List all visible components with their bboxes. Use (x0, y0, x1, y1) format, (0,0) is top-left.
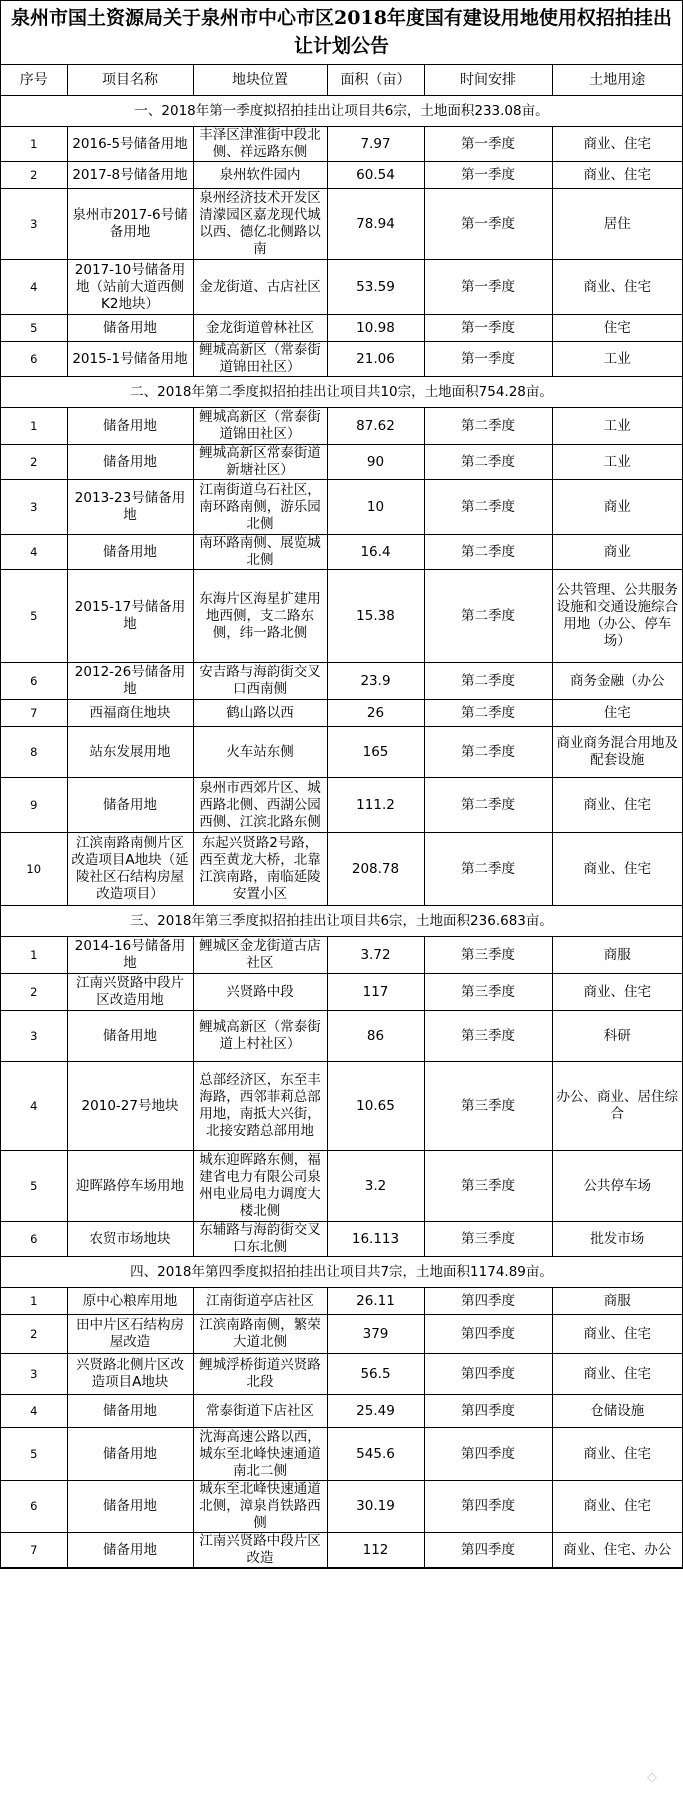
area-mu: 26 (327, 700, 424, 727)
parcel-location: 鲤城高新区（常泰街道锦田社区） (193, 408, 327, 445)
project-name: 储备用地 (67, 445, 193, 480)
parcel-location: 鲤城高新区（常泰街道上村社区） (193, 1011, 327, 1062)
area-mu: 208.78 (327, 833, 424, 906)
project-name: 2012-26号储备用地 (67, 663, 193, 700)
table-row (1, 260, 682, 315)
row-number: 3 (1, 1011, 67, 1062)
land-use: 商业、住宅 (552, 974, 682, 1011)
section-row (1, 377, 682, 408)
area-mu: 87.62 (327, 408, 424, 445)
header-name: 项目名称 (67, 65, 193, 96)
schedule: 第四季度 (424, 1315, 552, 1354)
table-row (1, 727, 682, 778)
schedule: 第二季度 (424, 700, 552, 727)
project-name: 2016-5号储备用地 (67, 127, 193, 162)
area-mu: 10.65 (327, 1062, 424, 1151)
row-number: 2 (1, 445, 67, 480)
parcel-location: 南环路南侧、展览城北侧 (193, 535, 327, 570)
land-use: 商业 (552, 535, 682, 570)
row-number: 5 (1, 1428, 67, 1481)
table-row (1, 937, 682, 974)
table-row (1, 315, 682, 342)
row-number: 3 (1, 480, 67, 535)
area-mu: 78.94 (327, 189, 424, 260)
row-number: 4 (1, 260, 67, 315)
schedule: 第四季度 (424, 1354, 552, 1395)
area-mu: 117 (327, 974, 424, 1011)
area-mu: 16.113 (327, 1222, 424, 1257)
project-name: 西福商住地块 (67, 700, 193, 727)
project-name: 田中片区石结构房屋改造 (67, 1315, 193, 1354)
parcel-location: 江南兴贤路中段片区改造 (193, 1533, 327, 1568)
row-number: 5 (1, 570, 67, 663)
row-number: 2 (1, 974, 67, 1011)
table-row (1, 1062, 682, 1151)
table-row (1, 342, 682, 377)
schedule: 第二季度 (424, 778, 552, 833)
parcel-location: 鹤山路以西 (193, 700, 327, 727)
row-number: 1 (1, 1288, 67, 1315)
project-name: 储备用地 (67, 1395, 193, 1428)
table-row (1, 1151, 682, 1222)
project-name: 江南兴贤路中段片区改造用地 (67, 974, 193, 1011)
schedule: 第四季度 (424, 1428, 552, 1481)
parcel-location: 金龙街道、古店社区 (193, 260, 327, 315)
land-use: 批发市场 (552, 1222, 682, 1257)
parcel-location: 火车站东侧 (193, 727, 327, 778)
parcel-location: 丰泽区津淮街中段北侧、祥远路东侧 (193, 127, 327, 162)
land-use: 商业、住宅 (552, 1481, 682, 1533)
schedule: 第二季度 (424, 570, 552, 663)
schedule: 第二季度 (424, 833, 552, 906)
section-label: 三、2018年第三季度拟招拍挂出让项目共6宗，土地面积236.683亩。 (1, 906, 682, 937)
project-name: 2014-16号储备用地 (67, 937, 193, 974)
row-number: 7 (1, 700, 67, 727)
schedule: 第二季度 (424, 480, 552, 535)
project-name: 2015-1号储备用地 (67, 342, 193, 377)
schedule: 第一季度 (424, 342, 552, 377)
land-use: 商业、住宅 (552, 162, 682, 189)
land-use: 工业 (552, 408, 682, 445)
row-number: 3 (1, 1354, 67, 1395)
area-mu: 15.38 (327, 570, 424, 663)
parcel-location: 泉州市西郊片区、城西路北侧、西湖公园西侧、江滨北路东侧 (193, 778, 327, 833)
table-body (1, 96, 682, 1568)
area-mu: 56.5 (327, 1354, 424, 1395)
schedule: 第二季度 (424, 535, 552, 570)
schedule: 第一季度 (424, 127, 552, 162)
header-use: 土地用途 (552, 65, 682, 96)
table-row (1, 127, 682, 162)
schedule: 第二季度 (424, 663, 552, 700)
land-use: 商业 (552, 480, 682, 535)
land-use: 公共停车场 (552, 1151, 682, 1222)
parcel-location: 金龙街道曾林社区 (193, 315, 327, 342)
header-location: 地块位置 (193, 65, 327, 96)
project-name: 兴贤路北侧片区改造项目A地块 (67, 1354, 193, 1395)
table-row (1, 445, 682, 480)
table-row (1, 1288, 682, 1315)
row-number: 1 (1, 408, 67, 445)
land-use: 办公、商业、居住综合 (552, 1062, 682, 1151)
section-label: 二、2018年第二季度拟招拍挂出让项目共10宗，土地面积754.28亩。 (1, 377, 682, 408)
project-name: 2013-23号储备用地 (67, 480, 193, 535)
land-use: 商业、住宅 (552, 127, 682, 162)
land-use: 商业、住宅 (552, 260, 682, 315)
schedule: 第一季度 (424, 189, 552, 260)
area-mu: 30.19 (327, 1481, 424, 1533)
project-name: 储备用地 (67, 535, 193, 570)
area-mu: 545.6 (327, 1428, 424, 1481)
row-number: 6 (1, 1481, 67, 1533)
schedule: 第一季度 (424, 162, 552, 189)
project-name: 站东发展用地 (67, 727, 193, 778)
parcel-location: 兴贤路中段 (193, 974, 327, 1011)
table-row (1, 974, 682, 1011)
land-use: 仓储设施 (552, 1395, 682, 1428)
land-use: 居住 (552, 189, 682, 260)
area-mu: 90 (327, 445, 424, 480)
parcel-location: 东辅路与海韵街交叉口东北侧 (193, 1222, 327, 1257)
row-number: 1 (1, 127, 67, 162)
parcel-location: 鲤城浮桥街道兴贤路北段 (193, 1354, 327, 1395)
land-use: 公共管理、公共服务设施和交通设施综合用地（办公、停车场） (552, 570, 682, 663)
table-row (1, 833, 682, 906)
land-use: 住宅 (552, 700, 682, 727)
section-label: 一、2018年第一季度拟招拍挂出让项目共6宗，土地面积233.08亩。 (1, 96, 682, 127)
row-number: 3 (1, 189, 67, 260)
area-mu: 53.59 (327, 260, 424, 315)
project-name: 江滨南路南侧片区改造项目A地块（延陵社区石结构房屋改造项目） (67, 833, 193, 906)
row-number: 4 (1, 1395, 67, 1428)
project-name: 农贸市场地块 (67, 1222, 193, 1257)
area-mu: 86 (327, 1011, 424, 1062)
land-use: 商业商务混合用地及配套设施 (552, 727, 682, 778)
land-use: 商业、住宅 (552, 1428, 682, 1481)
parcel-location: 鲤城区金龙街道古店社区 (193, 937, 327, 974)
area-mu: 3.2 (327, 1151, 424, 1222)
project-name: 储备用地 (67, 315, 193, 342)
project-name: 储备用地 (67, 778, 193, 833)
parcel-location: 安吉路与海韵街交叉口西南侧 (193, 663, 327, 700)
schedule: 第四季度 (424, 1288, 552, 1315)
area-mu: 112 (327, 1533, 424, 1568)
land-use: 工业 (552, 445, 682, 480)
section-row (1, 1257, 682, 1288)
land-use: 住宅 (552, 315, 682, 342)
table-row (1, 1315, 682, 1354)
schedule: 第三季度 (424, 974, 552, 1011)
project-name: 迎晖路停车场用地 (67, 1151, 193, 1222)
project-name: 储备用地 (67, 1011, 193, 1062)
project-name: 2017-10号储备用地（站前大道西侧K2地块） (67, 260, 193, 315)
row-number: 9 (1, 778, 67, 833)
row-number: 2 (1, 1315, 67, 1354)
row-number: 2 (1, 162, 67, 189)
area-mu: 10.98 (327, 315, 424, 342)
area-mu: 165 (327, 727, 424, 778)
row-number: 6 (1, 663, 67, 700)
table-row (1, 162, 682, 189)
table-row (1, 189, 682, 260)
area-mu: 26.11 (327, 1288, 424, 1315)
parcel-location: 东海片区海星扩建用地西侧，支二路东侧，纬一路北侧 (193, 570, 327, 663)
project-name: 2015-17号储备用地 (67, 570, 193, 663)
schedule: 第四季度 (424, 1481, 552, 1533)
area-mu: 25.49 (327, 1395, 424, 1428)
row-number: 5 (1, 1151, 67, 1222)
row-number: 1 (1, 937, 67, 974)
schedule: 第二季度 (424, 445, 552, 480)
area-mu: 7.97 (327, 127, 424, 162)
section-label: 四、2018年第四季度拟招拍挂出让项目共7宗，土地面积1174.89亩。 (1, 1257, 682, 1288)
section-row (1, 906, 682, 937)
table-row (1, 1395, 682, 1428)
table-row (1, 1222, 682, 1257)
area-mu: 3.72 (327, 937, 424, 974)
land-use: 商业、住宅 (552, 833, 682, 906)
project-name: 储备用地 (67, 1481, 193, 1533)
project-name: 2010-27号地块 (67, 1062, 193, 1151)
schedule: 第二季度 (424, 408, 552, 445)
schedule: 第三季度 (424, 1062, 552, 1151)
schedule: 第一季度 (424, 315, 552, 342)
land-use: 科研 (552, 1011, 682, 1062)
table-row (1, 1354, 682, 1395)
schedule: 第一季度 (424, 260, 552, 315)
header-area: 面积（亩） (327, 65, 424, 96)
parcel-location: 常泰街道下店社区 (193, 1395, 327, 1428)
land-use: 商服 (552, 1288, 682, 1315)
schedule: 第四季度 (424, 1395, 552, 1428)
area-mu: 23.9 (327, 663, 424, 700)
row-number: 6 (1, 1222, 67, 1257)
parcel-location: 江南街道乌石社区，南环路南侧，游乐园北侧 (193, 480, 327, 535)
land-use: 商服 (552, 937, 682, 974)
parcel-location: 泉州软件园内 (193, 162, 327, 189)
schedule: 第二季度 (424, 727, 552, 778)
area-mu: 111.2 (327, 778, 424, 833)
parcel-location: 沈海高速公路以西，城东至北峰快速通道南北二侧 (193, 1428, 327, 1481)
land-use: 商业、住宅 (552, 1315, 682, 1354)
header-time: 时间安排 (424, 65, 552, 96)
table-row (1, 535, 682, 570)
schedule: 第三季度 (424, 1011, 552, 1062)
parcel-location: 江南街道亭店社区 (193, 1288, 327, 1315)
parcel-location: 东起兴贤路2号路，西至黄龙大桥，北靠江滨南路，南临延陵安置小区 (193, 833, 327, 906)
land-use: 商业、住宅 (552, 1354, 682, 1395)
schedule: 第四季度 (424, 1533, 552, 1568)
project-name: 2017-8号储备用地 (67, 162, 193, 189)
watermark-logo: ◇ (647, 1770, 657, 1785)
area-mu: 16.4 (327, 535, 424, 570)
table-header-row (1, 65, 682, 96)
row-number: 5 (1, 315, 67, 342)
row-number: 4 (1, 1062, 67, 1151)
row-number: 7 (1, 1533, 67, 1568)
header-no: 序号 (1, 65, 67, 96)
parcel-location: 鲤城高新区（常泰街道锦田社区） (193, 342, 327, 377)
project-name: 泉州市2017-6号储备用地 (67, 189, 193, 260)
parcel-location: 总部经济区，东至丰海路，西邻菲莉总部用地，南抵大兴街，北接安踏总部用地 (193, 1062, 327, 1151)
area-mu: 10 (327, 480, 424, 535)
table-row (1, 778, 682, 833)
table-row (1, 570, 682, 663)
project-name: 储备用地 (67, 1428, 193, 1481)
land-plan-table (1, 65, 682, 1568)
row-number: 8 (1, 727, 67, 778)
schedule: 第三季度 (424, 937, 552, 974)
row-number: 4 (1, 535, 67, 570)
project-name: 储备用地 (67, 1533, 193, 1568)
project-name: 储备用地 (67, 408, 193, 445)
land-use: 商业、住宅、办公 (552, 1533, 682, 1568)
table-row (1, 1011, 682, 1062)
table-row (1, 480, 682, 535)
project-name: 原中心粮库用地 (67, 1288, 193, 1315)
parcel-location: 城东至北峰快速通道北侧，漳泉肖铁路西侧 (193, 1481, 327, 1533)
schedule: 第三季度 (424, 1222, 552, 1257)
parcel-location: 鲤城高新区常泰街道新塘社区） (193, 445, 327, 480)
land-use: 商务金融（办公 (552, 663, 682, 700)
parcel-location: 城东迎晖路东侧，福建省电力有限公司泉州电业局电力调度大楼北侧 (193, 1151, 327, 1222)
parcel-location: 泉州经济技术开发区清濛园区嘉龙现代城以西、德亿北侧路以南 (193, 189, 327, 260)
section-row (1, 96, 682, 127)
row-number: 6 (1, 342, 67, 377)
area-mu: 21.06 (327, 342, 424, 377)
area-mu: 60.54 (327, 162, 424, 189)
document-title: 泉州市国土资源局关于泉州市中心市区2018年度国有建设用地使用权招拍挂出让计划公告 (1, 1, 682, 65)
schedule: 第三季度 (424, 1151, 552, 1222)
land-use: 商业、住宅 (552, 778, 682, 833)
table-row (1, 1481, 682, 1533)
row-number: 10 (1, 833, 67, 906)
parcel-location: 江滨南路南侧，繁荣大道北侧 (193, 1315, 327, 1354)
area-mu: 379 (327, 1315, 424, 1354)
table-row (1, 1428, 682, 1481)
table-row (1, 1533, 682, 1568)
table-row (1, 700, 682, 727)
land-use: 工业 (552, 342, 682, 377)
table-row (1, 663, 682, 700)
table-row (1, 408, 682, 445)
